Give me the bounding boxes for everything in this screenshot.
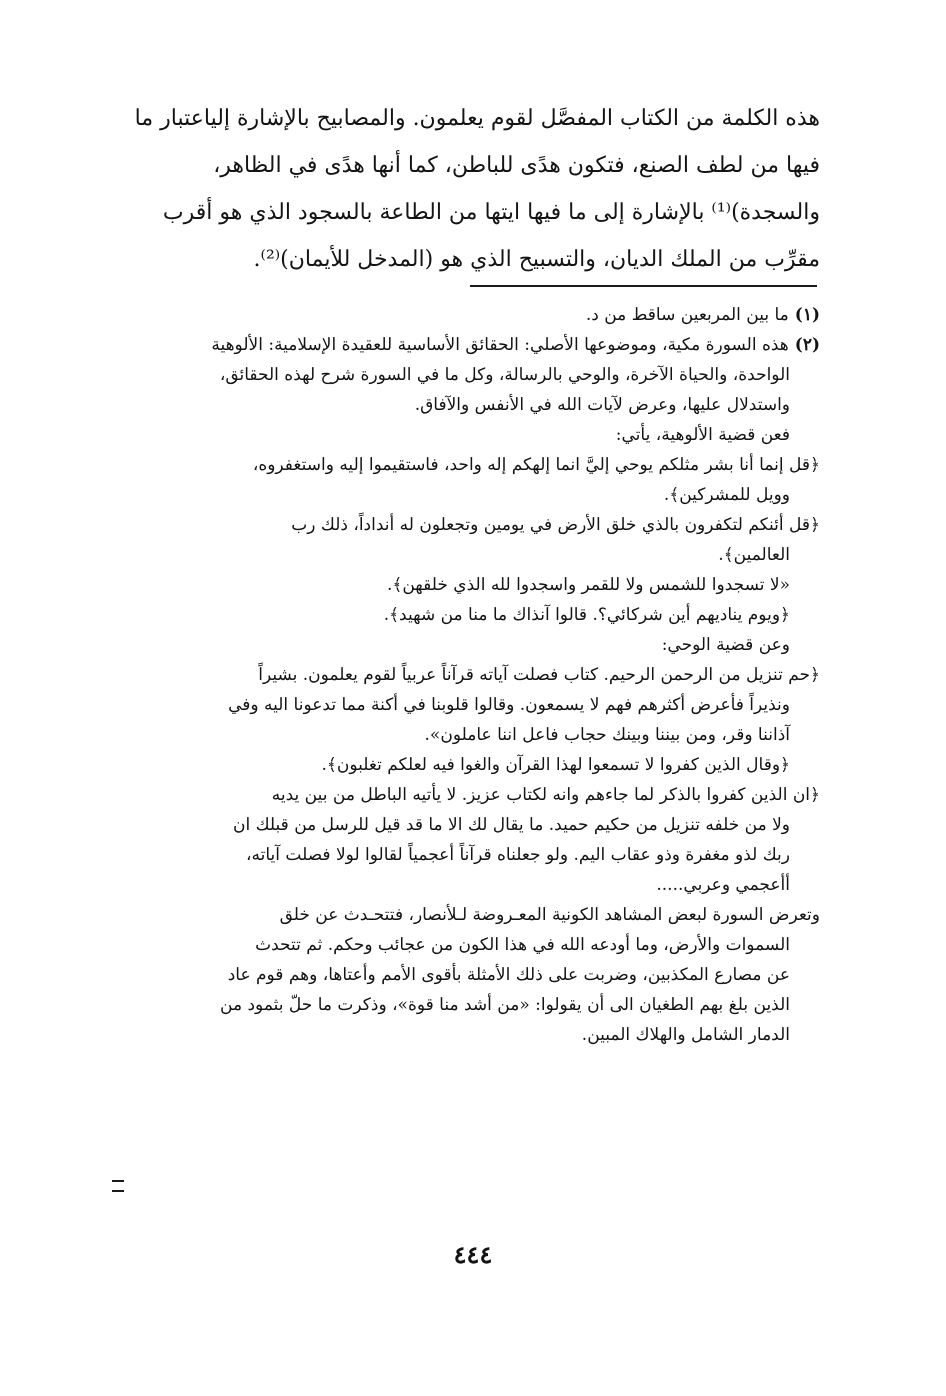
footnote-2-first-line	[120, 330, 820, 360]
footnote-2-line: الواحدة، والحياة الآخرة، والوحي بالرسالة، وكل ما في السورة شرح لهذه الحقائق،	[219, 365, 790, 385]
footnote-2-line: «لا تسجدوا للشمس ولا للقمر واسجدوا لله الذي خلقهن﴾.	[387, 575, 790, 595]
footnote-2-line: ﴿ان الذين كفروا بالذكر لما جاءهم وانه لكتاب عزيز. لا يأتيه الباطل من بين يديه	[271, 785, 820, 805]
footnote-1-text: ما بين المربعين ساقط من د.	[585, 305, 789, 325]
footnote-2-line: واستدلال عليها، وعرض لآيات الله في الأنفس والآفاق.	[414, 395, 790, 415]
footnote-1	[120, 300, 820, 330]
footnote-2-line: ﴿حم تنزيل من الرحمن الرحيم. كتاب فصلت آياته قرآناً عربياً لقوم يعلمون. بشيراً	[258, 665, 820, 685]
continuation-mark	[112, 1180, 124, 1192]
footnote-2-line: الذين بلغ بهم الطغيان الى أن يقولوا: «من أشد منا قوة»، وذكرت ما حلّ بثمود من	[220, 995, 790, 1015]
footnote-2-line: ﴿ويوم يناديهم أين شركائي؟. قالوا آنذاك ما منا من شهيد﴾.	[383, 605, 790, 625]
main-text-line: فيها من لطف الصنع، فتكون هدًى للباطن، كما أنها هدًى في الظاهر،	[213, 153, 820, 178]
footnote-2-line: وويل للمشركين﴾.	[663, 485, 790, 505]
footnote-2-line: ﴿قل أئنكم لتكفرون بالذي خلق الأرض في يومين وتجعلون له أنداداً، ذلك رب	[291, 515, 820, 535]
footnote-2-line: الدمار الشامل والهلاك المبين.	[581, 1025, 790, 1045]
footnote-2-line: وتعرض السورة لبعض المشاهد الكونية المعـروضة لـلأنصار، فتتحـدث عن خلق	[279, 905, 820, 925]
footnote-separator	[470, 285, 817, 287]
footnote-2-text: هذه السورة مكية، وموضوعها الأصلي: الحقائق الأساسية للعقيدة الإسلامية: الألوهية	[211, 335, 789, 355]
footnote-2-line: ﴿وقال الذين كفروا لا تسمعوا لهذا القرآن والغوا فيه لعلكم تغلبون﴾.	[321, 755, 790, 775]
footnote-2-line: عن مصارع المكذبين، وضربت على ذلك الأمثلة بأقوى الأمم وأعتاها، وهم قوم عاد	[227, 965, 790, 985]
footnote-2-line: ربك لذو مغفرة وذو عقاب اليم. ولو جعلناه قرآناً أعجمياً لقالوا لولا فصلت آياته،	[246, 845, 790, 865]
footnote-2-line: وعن قضية الوحي:	[661, 635, 790, 655]
main-text-line: هذه الكلمة من الكتاب المفصَّل لقوم يعلمون. والمصابيح بالإشارة إلياعتبار ما	[134, 106, 820, 131]
footnote-1-number: (١)	[794, 305, 820, 325]
footnote-2-line: آذاننا وقر، ومن بيننا وبينك حجاب فاعل اننا عاملون».	[424, 725, 790, 745]
main-text-line: مقرِّب من الملك الديان، والتسبيح الذي هو (المدخل للأيمان)⁽²⁾.	[253, 247, 820, 272]
footnotes-section	[120, 300, 820, 1050]
footnote-2-line: أأعجمي وعربي.....	[656, 875, 790, 895]
footnote-2-line: فعن قضية الألوهية، يأتي:	[615, 425, 790, 445]
footnote-2-line: ونذيراً فأعرض أكثرهم فهم لا يسمعون. وقالوا قلوبنا في أكنة مما تدعونا اليه وفي	[228, 695, 790, 715]
footnote-2-number: (٢)	[794, 335, 820, 355]
footnote-2-line: ﴿قل إنما أنا بشر مثلكم يوحي إليَّ انما إلهكم إله واحد، فاستقيموا إليه واستغفروه،	[252, 455, 820, 475]
footnote-2-line: السموات والأرض، وما أودعه الله في هذا الكون من عجائب وحكم. ثم تتحدث	[255, 935, 790, 955]
main-body-text	[120, 95, 820, 283]
main-text-line: والسجدة)⁽¹⁾ بالإشارة إلى ما فيها ايتها من الطاعة بالسجود الذي هو أقرب	[162, 200, 820, 225]
page-number: ٤٤٤	[453, 1240, 493, 1269]
footnote-2-line: ولا من خلفه تنزيل من حكيم حميد. ما يقال لك الا ما قد قيل للرسل من قبلك ان	[232, 815, 790, 835]
footnote-2-line: العالمين﴾.	[718, 545, 790, 565]
